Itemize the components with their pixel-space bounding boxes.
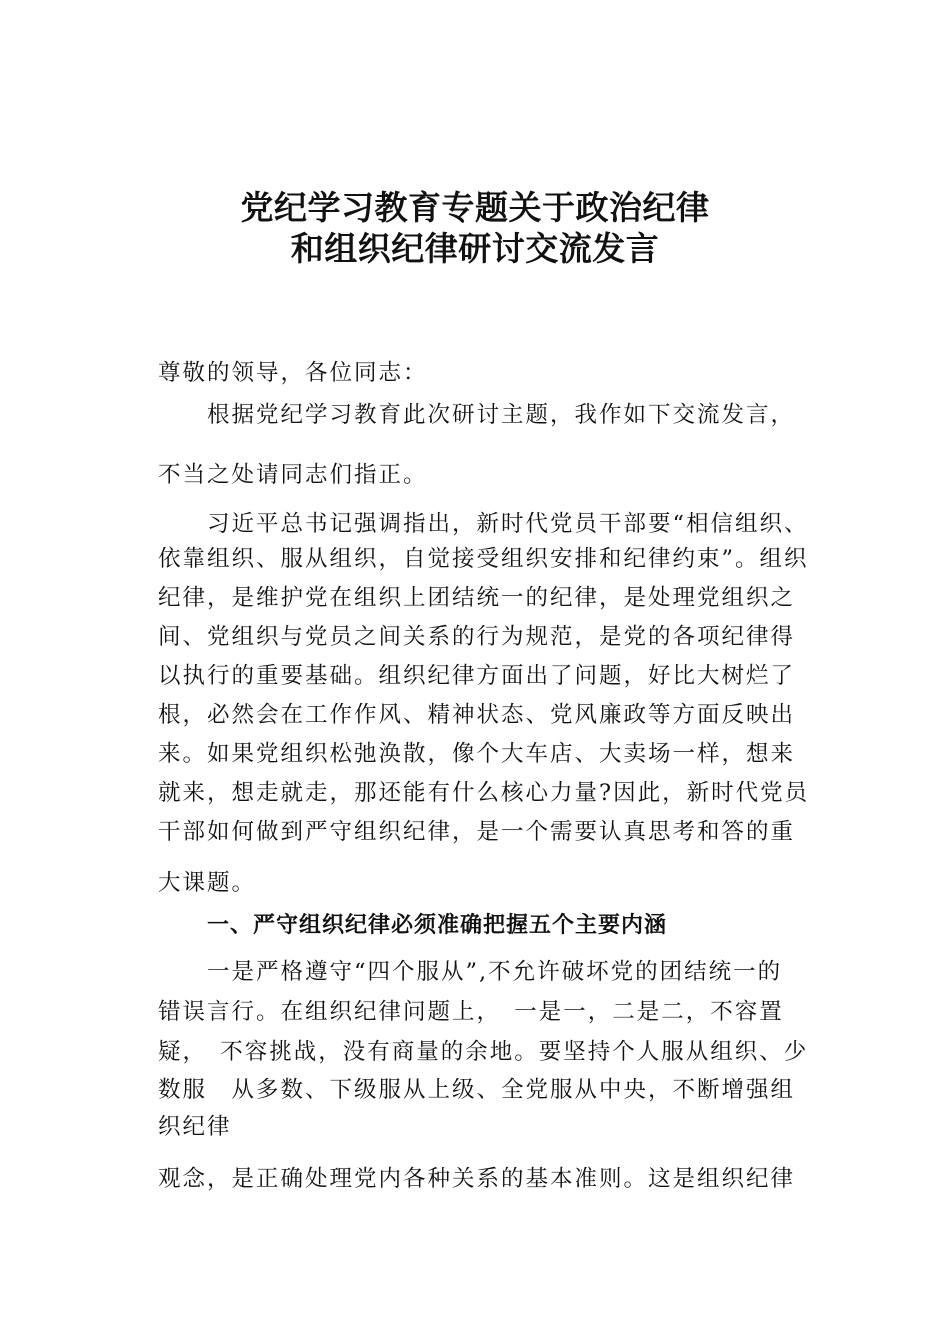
paragraph-line: 间、党组织与党员之间关系的行为规范，是党的各项纪律得 bbox=[158, 624, 796, 650]
paragraph-line: 织纪律 bbox=[158, 1114, 232, 1140]
paragraph-line: 大课题。 bbox=[158, 870, 257, 896]
paragraph-line: 数服 从多数、下级服从上级、全党服从中央，不断增强组 bbox=[158, 1077, 796, 1103]
salutation: 尊敬的领导，各位同志： bbox=[158, 360, 428, 386]
document-title-line-1: 党纪学习教育专题关于政治纪律 bbox=[240, 188, 710, 227]
paragraph-line: 来。如果党组织松弛涣散，像个大车店、大卖场一样，想来 bbox=[158, 741, 796, 767]
paragraph-line: 依靠组织、服从组织，自觉接受组织安排和纪律约束”。组织 bbox=[158, 546, 809, 572]
paragraph-line: 纪律，是维护党在组织上团结统一的纪律，是处理党组织之 bbox=[158, 585, 796, 611]
paragraph-line: 习近平总书记强调指出，新时代党员干部要“相信组织、 bbox=[207, 511, 809, 537]
paragraph-line: 疑， 不容挑战，没有商量的余地。要坚持个人服从组织、少 bbox=[158, 1039, 809, 1065]
document-title-line-2: 和组织纪律研讨交流发言 bbox=[290, 229, 660, 268]
paragraph-line: 以执行的重要基础。组织纪律方面出了问题，好比大树烂了 bbox=[158, 663, 796, 689]
paragraph-line: 就来，想走就走，那还能有什么核心力量?因此，新时代党员 bbox=[158, 780, 810, 806]
paragraph-line: 一是严格遵守“四个服从”,不允许破坏党的团结统一的 bbox=[207, 959, 783, 985]
paragraph-line: 干部如何做到严守组织纪律，是一个需要认真思考和答的重 bbox=[158, 819, 796, 845]
paragraph-line: 根，必然会在工作作风、精神状态、党风廉政等方面反映出 bbox=[158, 702, 796, 728]
paragraph-line: 观念，是正确处理党内各种关系的基本准则。这是组织纪律 bbox=[158, 1166, 796, 1192]
paragraph-line: 不当之处请同志们指正。 bbox=[158, 462, 428, 488]
paragraph-line: 根据党纪学习教育此次研讨主题，我作如下交流发言， bbox=[207, 402, 796, 428]
section-heading: 一、严守组织纪律必须准确把握五个主要内涵 bbox=[207, 913, 668, 938]
paragraph-line: 错误言行。在组织纪律问题上， 一是一，二是二，不容置 bbox=[158, 999, 784, 1025]
